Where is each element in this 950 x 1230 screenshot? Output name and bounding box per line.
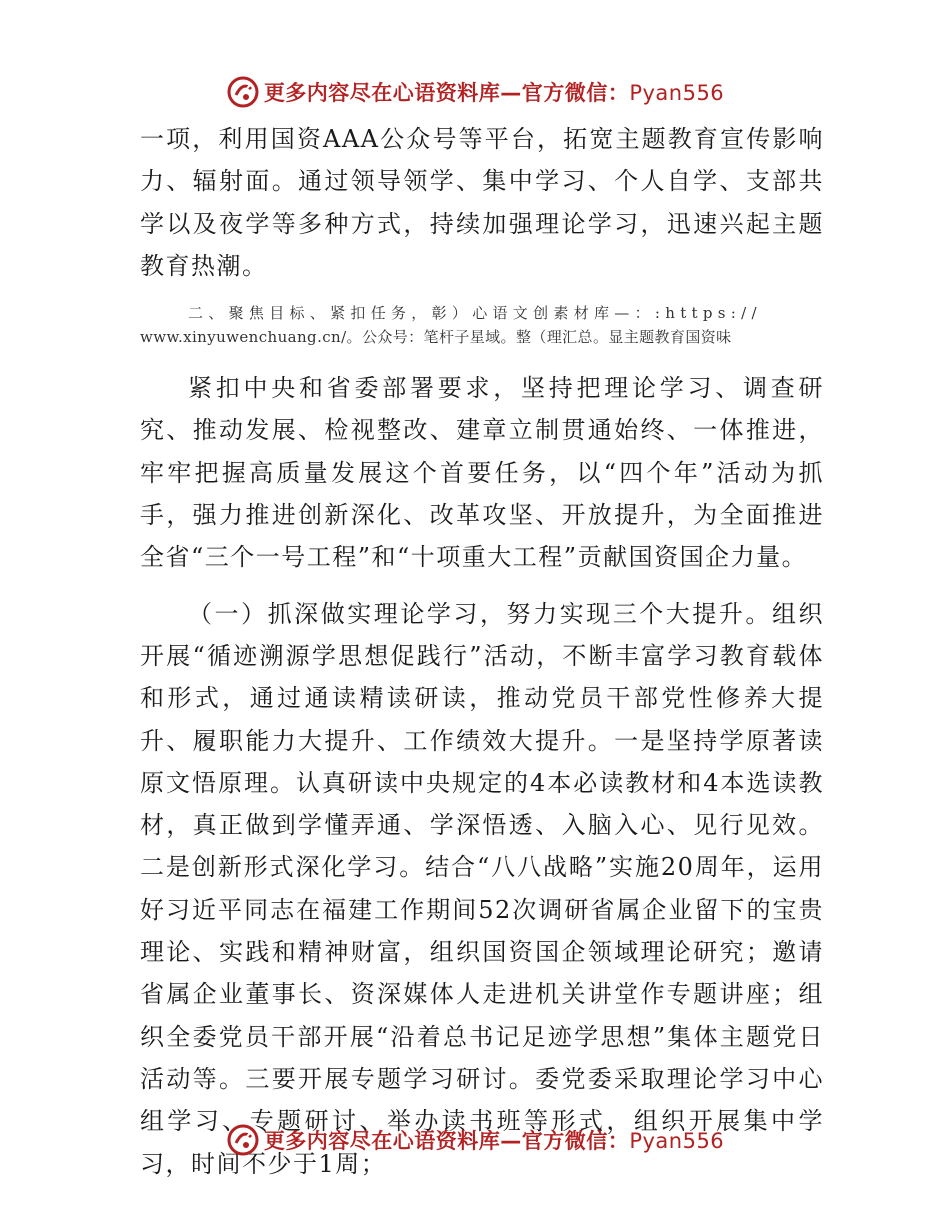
logo-icon (226, 75, 260, 109)
note-line-2: www.xinyuwenchuang.cn/。公众号：笔杆子星域。整（理汇总。显主题教育国资味 (140, 328, 732, 347)
paragraph-3: （一）抓深做实理论学习，努力实现三个大提升。组织开展“循迹溯源学思想促践行”活动，不断丰富学习教育载体和形式，通过通读精读研读，推动党员干部党性修养大提升、履职能力大提升、工作绩效大提升。一是坚持学原著读原文悟原理。认真研读中央规定的4本必读教材和4本选读教材，真正做到学懂弄通、学深悟透、入脑入心、见行见效。二是创新形式深化学习。结合“八八战略”实施20周年，运用好习近平同志在福建工作期间52次调研省属企业留下的宝贵理论、实践和精神财富，组织国资国企领域理论研究；邀请省属企业董事长、资深媒体人走进机关讲堂作专题讲座；组织全委党员干部开展“沿着总书记足迹学思想”集体主题党日活动等。三要开展专题学习研讨。委党委采取理论学习中心组学习、专题研讨、举办读书班等形式，组织开展集中学习，时间不少于1周； (140, 599, 824, 1178)
document-body (140, 118, 824, 1185)
paragraph-2: 紧扣中央和省委部署要求，坚持把理论学习、调查研究、推动发展、检视整改、建章立制贯通始终、一体推进，牢牢把握高质量发展这个首要任务，以“四个年”活动为抓手，强力推进创新深化、改革攻坚、开放提升，为全面推进全省“三个一号工程”和“十项重大工程”贡献国资国企力量。 (140, 374, 824, 572)
logo-icon (226, 1123, 260, 1157)
note-line-1: 二、聚焦目标、紧扣任务，彰）心语文创素材库—：:https:// (188, 304, 762, 323)
paragraph-1: 一项，利用国资AAA公众号等平台，拓宽主题教育宣传影响力、辐射面。通过领导领学、集中学习、个人自学、支部共学以及夜学等多种方式，持续加强理论学习，迅速兴起主题教育热潮。 (140, 125, 824, 280)
header-watermark-banner (0, 72, 950, 112)
footer-watermark-banner (0, 1120, 950, 1160)
banner-handle: Pyan556 (629, 81, 725, 105)
banner-text: 更多内容尽在心语资料库—官方微信：Pyan556 (263, 1129, 725, 1153)
section-heading-note (140, 301, 824, 349)
banner-text: 更多内容尽在心语资料库—官方微信：Pyan556 (263, 81, 725, 105)
banner-handle: Pyan556 (629, 1129, 725, 1153)
